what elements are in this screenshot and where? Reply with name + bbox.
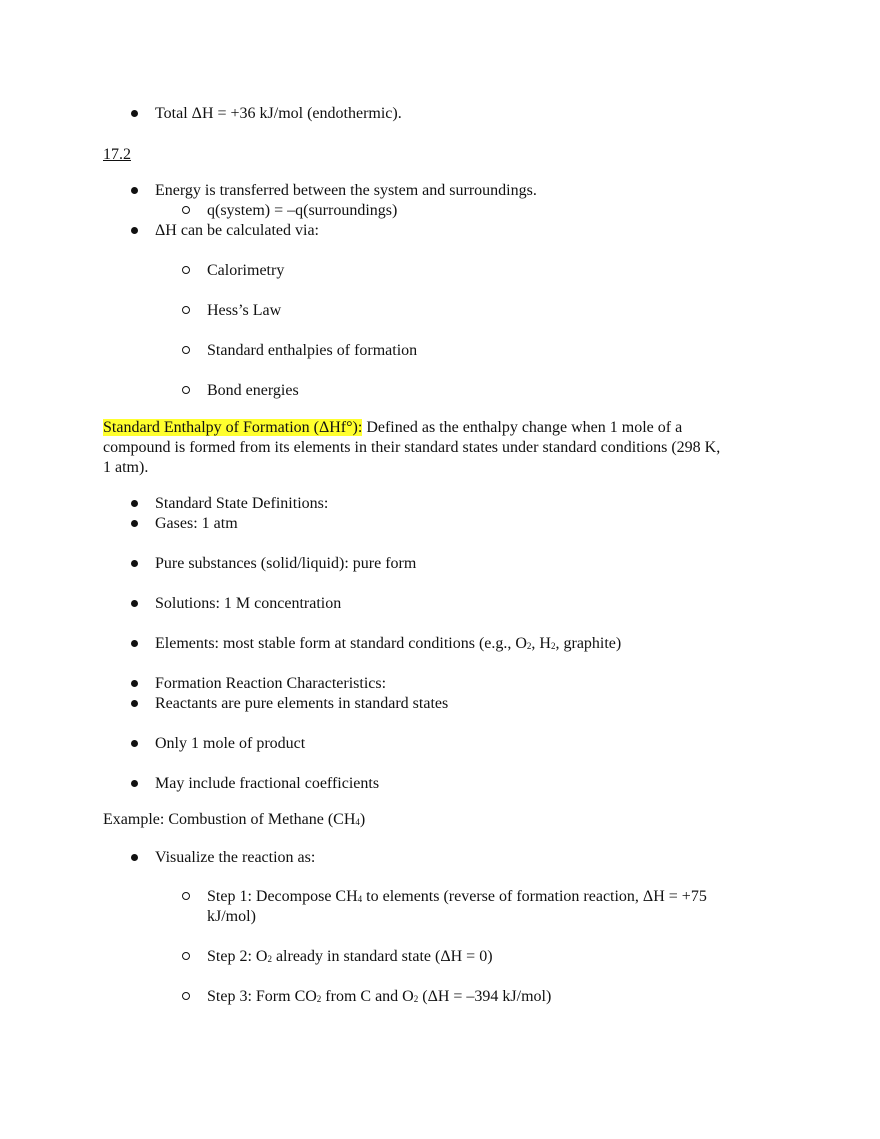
bullet-dot [127, 221, 141, 241]
bullet-dot [127, 774, 141, 794]
bullet-dot [127, 104, 141, 124]
step-2: Step 2: $O_2$ already in standard state (ΔH = 0) [207, 948, 493, 965]
definition-line-2: compound is formed from its elements in their standard states under standard conditions (298 K, [103, 439, 721, 456]
standard-state-pure: Pure substances (solid/liquid): pure form [155, 555, 417, 572]
bullet-circle [179, 301, 193, 321]
bullet-circle [179, 261, 193, 281]
definition-text: Defined as the enthalpy change when 1 mole of a [362, 419, 683, 436]
total-enthalpy-bullet: Total ΔH = +36 kJ/mol (endothermic). [155, 105, 402, 122]
definition-line-3: 1 atm). [103, 459, 149, 476]
formation-reactants: Reactants are pure elements in standard states [155, 695, 449, 712]
bullet-dot [127, 514, 141, 534]
standard-state-elements: Elements: most stable form at standard conditions (e.g., $O_2$, $H_2$, graphite) [155, 635, 622, 652]
bullet-dot [127, 674, 141, 694]
calc-item: Calorimetry [207, 262, 285, 279]
bullet-circle [179, 887, 193, 907]
bullet-dot [127, 734, 141, 754]
bullet-dot [127, 554, 141, 574]
bullet-dot [127, 634, 141, 654]
step-1: Step 1: Decompose $CH_4$ to elements (reverse of formation reaction, ΔH = +75 [207, 888, 707, 905]
bullet-dot [127, 694, 141, 714]
example-title: Example: Combustion of Methane $(CH_4)$ [103, 811, 366, 828]
section-heading: 17.2 [103, 146, 131, 163]
energy-sub-bullet: q(system) = –q(surroundings) [207, 202, 398, 219]
bullet-dot [127, 494, 141, 514]
formation-heading: Formation Reaction Characteristics: [155, 675, 387, 692]
calc-item: Bond energies [207, 382, 299, 399]
standard-state-solutions: Solutions: 1 M concentration [155, 595, 342, 612]
bullet-dot [127, 181, 141, 201]
bullet-dot [127, 594, 141, 614]
formation-fractional: May include fractional coefficients [155, 775, 380, 792]
visualize-bullet: Visualize the reaction as: [155, 849, 316, 866]
calc-item: Standard enthalpies of formation [207, 342, 418, 359]
formation-one-mole: Only 1 mole of product [155, 735, 306, 752]
step-3: Step 3: Form $CO_2$ from C and $O_2$ (ΔH = –394 kJ/mol) [207, 988, 552, 1005]
definition-line-1 [103, 418, 682, 438]
energy-transfer-bullet: Energy is transferred between the system and surroundings. [155, 182, 537, 199]
bullet-dot [127, 848, 141, 868]
bullet-circle [179, 381, 193, 401]
highlighted-term: Standard Enthalpy of Formation (ΔHf°): [103, 419, 363, 436]
bullet-circle [179, 987, 193, 1007]
standard-state-heading: Standard State Definitions: [155, 495, 329, 512]
bullet-circle [179, 341, 193, 361]
bullet-circle [179, 201, 193, 221]
step-1-continued: kJ/mol) [207, 908, 256, 925]
standard-state-gases: Gases: 1 atm [155, 515, 238, 532]
bullet-circle [179, 947, 193, 967]
calc-item: Hess’s Law [207, 302, 282, 319]
calc-bullet: ΔH can be calculated via: [155, 222, 319, 239]
